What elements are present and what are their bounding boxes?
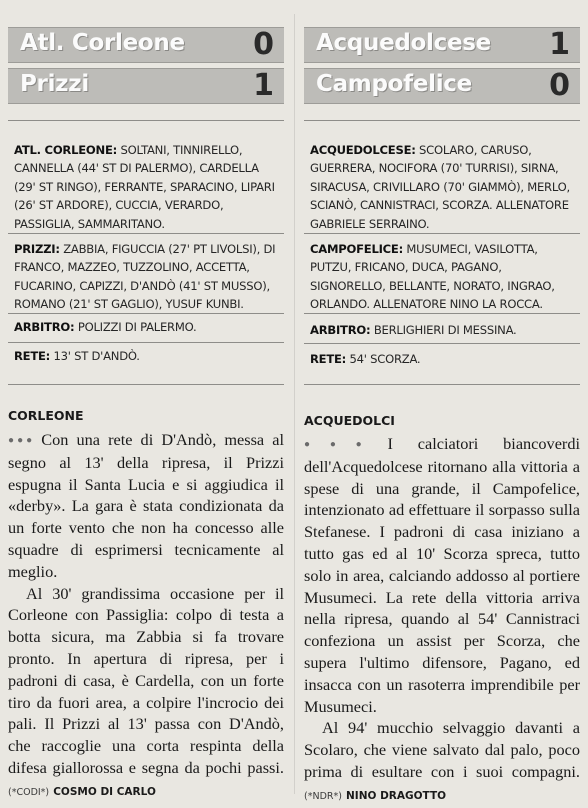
paragraph-text: I calciatori biancoverdi dell'Acquedolcese ritornano alla vittoria a spese di una grande, il Campofelice, intenzionato ad effettuare il sorpasso sulla Stefanese. I padroni di casa iniziano a tutto gas ed al 10' Scorza spreca, tutto solo in area, calciando addosso al portiere Musumeci. La rete della vittoria arriva nella ripresa, quando al 54' Cannistraci confeziona un assist per Scorza, che supera l'ultimo difensore, Pagano, ed insacca con un rasoterra imprendibile per Musumeci.: [304, 434, 581, 716]
away-team-name: Campofelice: [316, 71, 472, 97]
goals-text: 54' SCORZA.: [346, 352, 421, 366]
divider: [8, 120, 284, 121]
home-lineup-text: SCOLARO, CARUSO, GUERRERA, NOCIFORA (70' TURRISI), SIRNA, SIRACUSA, CRIVILLARO (70' GIAMMÒ), MERLO, SCIANÒ, CANNISTRACI, SCORZA. ALLENATORE GABRIELE SERRAINO.: [310, 143, 570, 231]
bullet-marks: ●●●: [8, 435, 36, 446]
away-lineup-text: MUSUMECI, VASILOTTA, PUTZU, FRICANO, DUCA, PAGANO, SIGNORELLO, BELLANTE, NORATO, INGRAO, ORLANDO. ALLENATORE NINO LA ROCCA.: [310, 242, 555, 312]
home-team-name: Atl. Corleone: [20, 30, 185, 56]
article-body: [8, 429, 284, 804]
referee-label: ARBITRO:: [14, 320, 75, 334]
signature-code: (*NDR*): [304, 790, 342, 802]
dateline: ACQUEDOLCI: [304, 413, 395, 428]
signature-code: (*CODI*): [8, 786, 50, 798]
home-team-goals: 1: [549, 27, 570, 62]
divider: [304, 313, 580, 314]
divider: [304, 384, 580, 385]
home-lineup-text: SOLTANI, TINNIRELLO, CANNELLA (44' ST DI PALERMO), CARDELLA (29' ST RINGO), FERRANTE, SPARACINO, LIPARI (26' ST ARDORE), CUCCIA, VERARDO, PASSIGLIA, SAMMARITANO.: [14, 143, 275, 231]
goals-line: [14, 347, 280, 365]
goals-label: RETE:: [14, 349, 51, 363]
referee-line: [310, 321, 576, 339]
article-paragraph: [304, 433, 580, 717]
home-lineup: [14, 141, 280, 233]
referee-name: POLIZZI DI PALERMO.: [74, 320, 197, 334]
away-team-goals: 0: [549, 68, 570, 103]
article-paragraph: [8, 583, 284, 804]
paragraph-text: Al 94' mucchio selvaggio davanti a Scolaro, che viene salvato dal palo, poco prima di esultare con i suoi compagni.: [304, 718, 580, 781]
goals-text: 13' ST D'ANDÒ.: [50, 349, 140, 363]
author-name: NINO DRAGOTTO: [346, 789, 447, 802]
away-lineup: [14, 240, 280, 314]
goals-line: [310, 350, 576, 368]
goals-label: RETE:: [310, 352, 347, 366]
dateline: CORLEONE: [8, 408, 84, 423]
author-name: COSMO DI CARLO: [53, 785, 156, 798]
divider: [304, 120, 580, 121]
article-body: [304, 433, 580, 808]
home-lineup-label: ATL. CORLEONE:: [14, 143, 118, 157]
referee-name: BERLIGHIERI DI MESSINA.: [370, 323, 517, 337]
divider: [304, 343, 580, 344]
away-team-name: Prizzi: [20, 71, 89, 97]
away-score-bar: [304, 68, 580, 104]
home-team-goals: 0: [253, 27, 274, 62]
away-lineup-text: ZABBIA, FIGUCCIA (27' PT LIVOLSI), DI FRANCO, MAZZEO, TUZZOLINO, ACCETTA, FUCARINO, CAPIZZI, D'ANDÒ (41' ST MUSSO), ROMANO (21' ST GAGLIO), YUSUF KUNBI.: [14, 242, 276, 312]
article-paragraph: [304, 717, 580, 807]
referee-line: [14, 318, 280, 336]
away-lineup: [310, 240, 576, 314]
home-lineup: [310, 141, 576, 233]
divider: [304, 233, 580, 234]
away-team-goals: 1: [253, 68, 274, 103]
divider: [8, 342, 284, 343]
referee-label: ARBITRO:: [310, 323, 371, 337]
column-divider: [294, 14, 295, 794]
divider: [8, 384, 284, 385]
away-lineup-label: CAMPOFELICE:: [310, 242, 403, 256]
paragraph-text: Al 30' grandissima occasione per il Corleone con Passiglia: colpo di testa a botta sicura, ma Zabbia si fa trovare pronto. In apertura di ripresa, per i padroni di casa, è Cardella, con un forte tiro da fuori area, a colpire l'incrocio dei pali. Il Prizzi al 13' passa con D'Andò, che raccoglie una corta respinta della difesa giallorossa e segna da pochi passi.: [8, 583, 284, 777]
home-score-bar: [8, 27, 284, 63]
home-team-name: Acquedolcese: [316, 30, 491, 56]
divider: [8, 233, 284, 234]
away-lineup-label: PRIZZI:: [14, 242, 60, 256]
away-score-bar: [8, 68, 284, 104]
bullet-marks: ●●●: [304, 439, 382, 450]
divider: [8, 313, 284, 314]
article-paragraph: [8, 429, 284, 583]
home-lineup-label: ACQUEDOLCESE:: [310, 143, 416, 157]
paragraph-text: Con una rete di D'Andò, messa al segno al 13' della ripresa, il Prizzi espugna il Santa Lucia e si aggiudica il «derby». La gara è stata condizionata da un forte vento che non ha concesso alle squadre di esprimersi tecnicamente al meglio.: [8, 430, 284, 581]
home-score-bar: [304, 27, 580, 63]
